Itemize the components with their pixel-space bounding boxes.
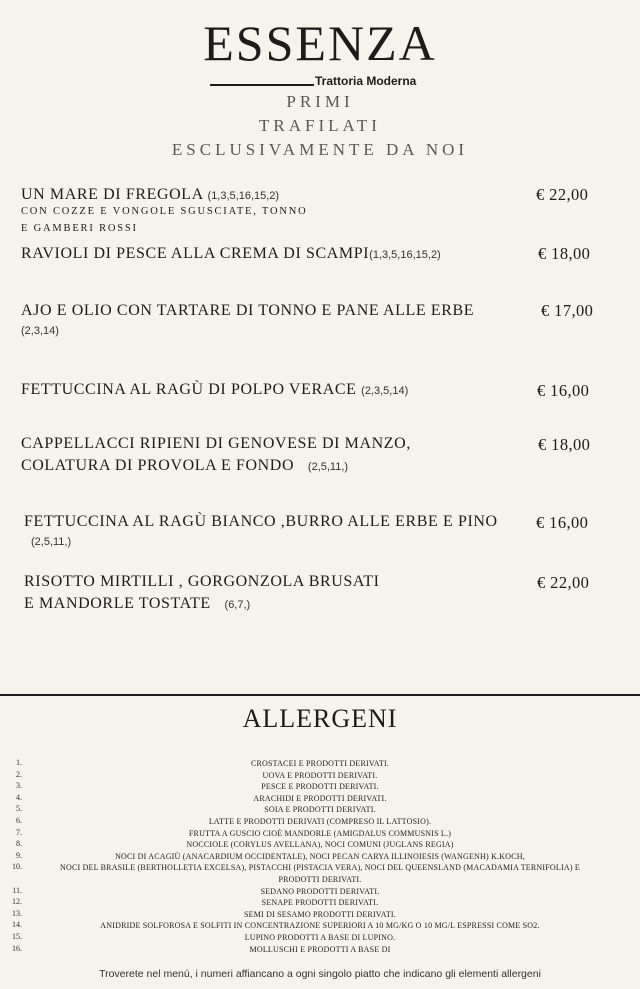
dish-allergens: (2,3,5,14) xyxy=(361,385,409,397)
allergen-text: LATTE E PRODOTTI DERIVATI (COMPRESO IL LATTOSIO). xyxy=(208,816,432,826)
dish-name-cont: E MANDORLE TOSTATE xyxy=(24,595,211,612)
allergen-row xyxy=(0,828,640,840)
dish-note: CON COZZE E VONGOLE SGUSCIATE, TONNO xyxy=(21,206,308,217)
allergen-number: 14. xyxy=(12,920,22,930)
allergen-text: SEDANO PRODOTTI DERIVATI. xyxy=(260,886,380,896)
allergen-number: 11. xyxy=(12,885,22,895)
dish-name: FETTUCCINA AL RAGÙ BIANCO ,BURRO ALLE ERBE E PINO xyxy=(24,513,498,530)
allergen-text: FRUTTA A GUSCIO CIOÈ MANDORLE (AMIGDALUS COMMUSNIS L.) xyxy=(188,828,452,838)
dish-name: UN MARE DI FREGOLA xyxy=(21,186,203,203)
allergen-text: MOLLUSCHI E PRODOTTI A BASE DI xyxy=(249,944,391,954)
dish-price: € 22,00 xyxy=(536,185,589,204)
allergen-row xyxy=(0,816,640,828)
allergen-number: 16. xyxy=(12,943,22,953)
allergen-text: SOIA E PRODOTTI DERIVATI. xyxy=(264,805,376,815)
allergen-number: 6. xyxy=(16,815,22,825)
allergen-row xyxy=(0,920,640,932)
allergen-text: NOCCIOLE (CORYLUS AVELLANA), NOCI COMUNI (JUGLANS REGIA) xyxy=(186,840,454,850)
subtitle-rule xyxy=(210,84,314,86)
category-primi: PRIMI xyxy=(286,92,354,111)
dish-note: E GAMBERI ROSSI xyxy=(21,223,138,234)
dish-allergens: (1,3,5,16,15,2) xyxy=(369,249,441,261)
allergen-text: NOCI DI ACAGIÙ (ANACARDIUM OCCIDENTALE), NOCI PECAN CARYA ILLINOIESIS (WANGENH) K.KOCH, xyxy=(115,851,525,861)
allergen-row xyxy=(0,897,640,909)
allergen-row xyxy=(0,804,640,816)
dish-allergens: (6,7,) xyxy=(224,599,251,611)
allergen-number: 9. xyxy=(16,850,22,860)
allergen-text: UOVA E PRODOTTI DERIVATI. xyxy=(262,770,378,780)
allergen-row xyxy=(0,851,640,863)
allergen-number: 10. xyxy=(12,862,22,872)
allergens-title: ALLERGENI xyxy=(242,704,398,733)
dish-price: € 18,00 xyxy=(538,244,591,263)
dish-price: € 16,00 xyxy=(536,513,589,532)
dish-price: € 17,00 xyxy=(541,301,594,320)
dish-price: € 18,00 xyxy=(538,435,591,454)
allergen-row-cont xyxy=(0,874,640,886)
allergen-number: 7. xyxy=(16,827,22,837)
dish-name: RISOTTO MIRTILLI , GORGONZOLA BRUSATI xyxy=(24,573,380,590)
allergen-text: ARACHIDI E PRODOTTI DERIVATI. xyxy=(253,793,387,803)
allergen-row xyxy=(0,781,640,793)
allergen-row xyxy=(0,862,640,874)
allergen-list xyxy=(0,758,640,955)
category-esclusivamente: ESCLUSIVAMENTE DA NOI xyxy=(171,140,469,159)
allergen-text: NOCI DEL BRASILE (BERTHOLLETIA EXCELSA), PISTACCHI (PISTACIA VERA), NOCI DEL QUEENSLAND (MACADAMIA TERNIFOLIA) E xyxy=(60,863,580,873)
allergen-text: ANIDRIDE SOLFOROSA E SOLFITI IN CONCENTRAZIONE SUPERIORI A 10 MG/KG O 10 MG/L ESPRESSI COME SO2. xyxy=(100,921,540,931)
allergen-row xyxy=(0,793,640,805)
allergen-row xyxy=(0,932,640,944)
allergen-text: SENAPE PRODOTTI DERIVATI. xyxy=(261,898,379,908)
allergen-text: SEMI DI SESAMO PRODOTTI DERIVATI. xyxy=(243,909,396,919)
dish-price: € 16,00 xyxy=(537,381,590,400)
allergen-number: 8. xyxy=(16,839,22,849)
dish-allergens: (2,5,11,) xyxy=(307,461,349,473)
allergen-row xyxy=(0,944,640,956)
allergen-row xyxy=(0,886,640,898)
dish-name: RAVIOLI DI PESCE ALLA CREMA DI SCAMPI xyxy=(21,245,370,262)
dish-name-cont: COLATURA DI PROVOLA E FONDO xyxy=(21,457,295,474)
allergen-number: 1. xyxy=(16,758,22,767)
dish-name: FETTUCCINA AL RAGÙ DI POLPO VERACE xyxy=(21,381,357,398)
dish-name: AJO E OLIO CON TARTARE DI TONNO E PANE ALLE ERBE xyxy=(21,302,475,319)
dish-allergens: (2,3,14) xyxy=(21,325,59,337)
section-divider xyxy=(0,694,640,696)
allergen-number: 2. xyxy=(16,769,22,779)
allergen-number: 3. xyxy=(16,781,22,791)
allergen-number: 13. xyxy=(12,908,22,918)
allergen-row xyxy=(0,909,640,921)
allergen-row xyxy=(0,758,640,770)
allergen-number: 12. xyxy=(12,897,22,907)
allergen-number: 15. xyxy=(12,931,22,941)
allergen-text: CROSTACEI E PRODOTTI DERIVATI. xyxy=(250,759,390,768)
allergen-number: 5. xyxy=(16,804,22,814)
allergen-row xyxy=(0,770,640,782)
allergen-row xyxy=(0,839,640,851)
category-trafilati: TRAFILATI xyxy=(259,116,381,135)
dish-allergens: (2,5,11,) xyxy=(31,536,72,548)
dish-allergens: (1,3,5,16,15,2) xyxy=(207,190,280,202)
allergen-text: LUPINO PRODOTTI A BASE DI LUPINO. xyxy=(244,932,396,942)
allergen-number: 4. xyxy=(16,792,22,802)
allergen-text-cont: PRODOTTI DERIVATI. xyxy=(278,874,362,884)
dish-name: CAPPELLACCI RIPIENI DI GENOVESE DI MANZO, xyxy=(21,435,411,452)
dish-price: € 22,00 xyxy=(537,573,590,592)
footer-note: Troverete nel menú, i numeri affiancano a ogni singolo piatto che indicano gli elementi allergeni xyxy=(99,968,541,980)
allergen-text: PESCE E PRODOTTI DERIVATI. xyxy=(261,782,379,792)
subtitle: Trattoria Moderna xyxy=(315,74,417,88)
brand-title: ESSENZA xyxy=(203,15,437,71)
